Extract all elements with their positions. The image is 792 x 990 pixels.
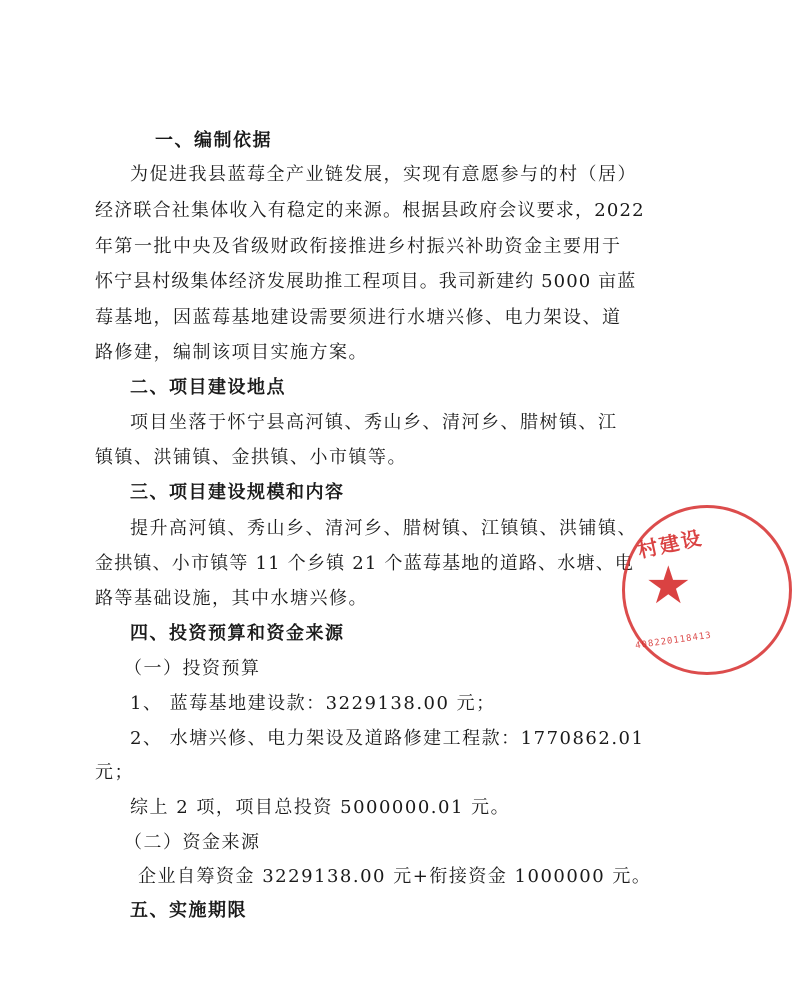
paragraph-line: 路修建，编制该项目实施方案。	[95, 342, 368, 363]
section-heading-4: 四、投资预算和资金来源	[130, 623, 345, 644]
budget-item-2: 2、 水塘兴修、电力架设及道路修建工程款：1770862.01	[130, 728, 645, 749]
official-seal	[622, 505, 792, 675]
star-icon: ★	[645, 556, 692, 616]
section-heading-2: 二、项目建设地点	[130, 377, 286, 398]
subsection-heading-investment: （一）投资预算	[124, 658, 261, 679]
paragraph-line: 莓基地，因蓝莓基地建设需要须进行水塘兴修、电力架设、道	[95, 307, 622, 328]
budget-total: 综上 2 项，项目总投资 5000000.01 元。	[130, 797, 511, 818]
paragraph-line: 经济联合社集体收入有稳定的来源。根据县政府会议要求，2022	[95, 200, 645, 221]
section-heading-1: 一、编制依据	[155, 130, 272, 151]
paragraph-line: 为促进我县蓝莓全产业链发展，实现有意愿参与的村（居）	[130, 164, 637, 185]
seal-text: 村建设	[635, 525, 706, 563]
paragraph-line: 年第一批中央及省级财政衔接推进乡村振兴补助资金主要用于	[95, 236, 622, 257]
paragraph-line: 镇镇、洪铺镇、金拱镇、小市镇等。	[95, 447, 407, 468]
paragraph-line: 金拱镇、小市镇等 11 个乡镇 21 个蓝莓基地的道路、水塘、电	[95, 553, 635, 574]
section-heading-5: 五、实施期限	[130, 900, 247, 921]
paragraph-line: 怀宁县村级集体经济发展助推工程项目。我司新建约 5000 亩蓝	[95, 271, 637, 292]
paragraph-line: 项目坐落于怀宁县高河镇、秀山乡、清河乡、腊树镇、江	[130, 412, 618, 433]
section-heading-3: 三、项目建设规模和内容	[130, 482, 345, 503]
funding-source: 企业自筹资金 3229138.00 元+衔接资金 1000000 元。	[138, 866, 652, 887]
paragraph-line: 路等基础设施，其中水塘兴修。	[95, 588, 368, 609]
seal-code: 408220118413	[634, 630, 713, 652]
paragraph-line: 提升高河镇、秀山乡、清河乡、腊树镇、江镇镇、洪铺镇、	[130, 518, 637, 539]
budget-item-2-cont: 元；	[95, 762, 134, 783]
budget-item-1: 1、 蓝莓基地建设款：3229138.00 元；	[130, 693, 496, 714]
subsection-heading-funding: （二）资金来源	[124, 832, 261, 853]
